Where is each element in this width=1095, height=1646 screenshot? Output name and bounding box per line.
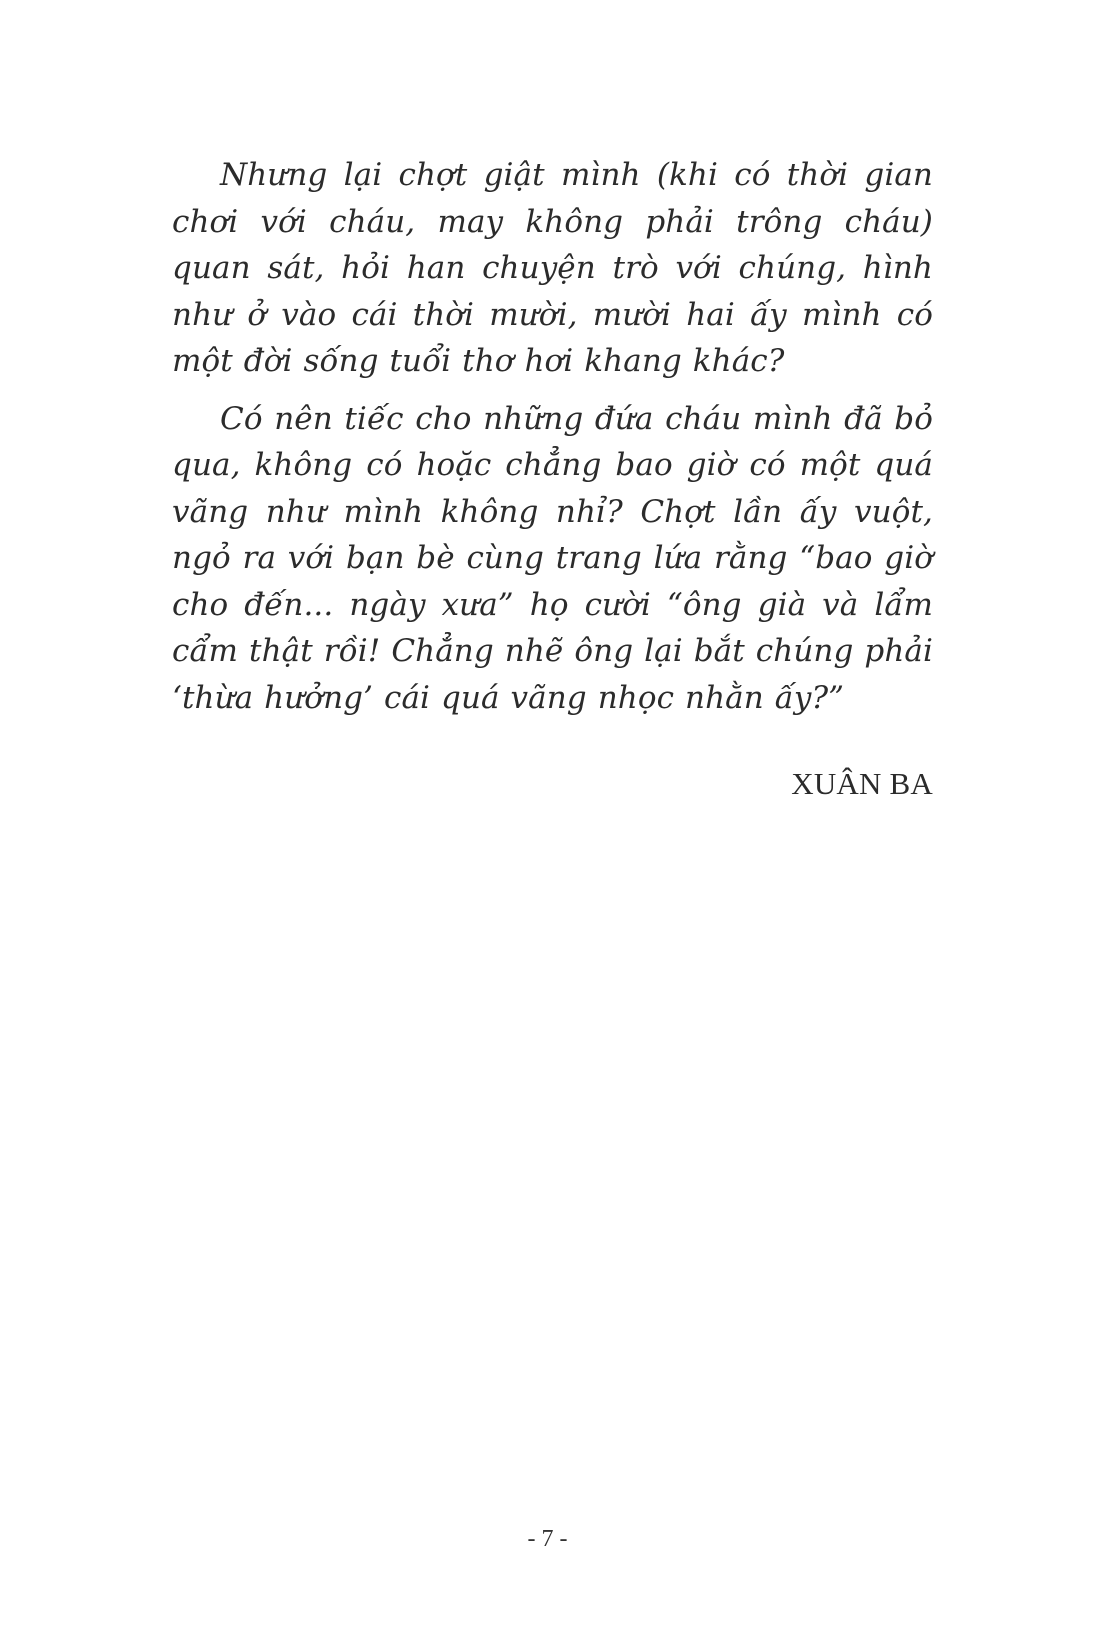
author-signature: XUÂN BA <box>791 766 933 801</box>
page-number: - 7 - <box>527 1526 568 1552</box>
body-text <box>172 152 933 721</box>
paragraph: Nhưng lại chợt giật mình (khi có thời gian chơi với cháu, may không phải trông cháu) quan sát, hỏi han chuyện trò với chúng, hình như ở vào cái thời mười, mười hai ấy mình có một đời sống tuổi thơ hơi khang khác? <box>172 157 933 379</box>
paragraph: Có nên tiếc cho những đứa cháu mình đã bỏ qua, không có hoặc chẳng bao giờ có một quá vãng như mình không nhỉ? Chợt lần ấy vuột, ngỏ ra với bạn bè cùng trang lứa rằng “bao giờ cho đến... ngày xưa” họ cười “ông già và lẩm cẩm thật rồi! Chẳng nhẽ ông lại bắt chúng phải ‘thừa hưởng’ cái quá vãng nhọc nhằn ấy?” <box>172 400 933 716</box>
